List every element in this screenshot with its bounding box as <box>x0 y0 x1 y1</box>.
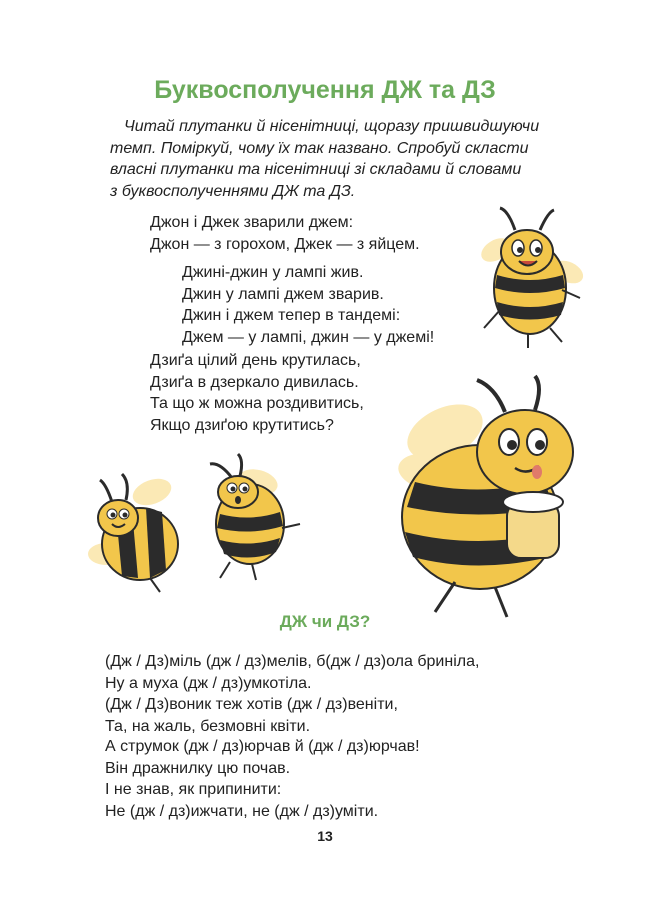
page-title: Буквосполучення ДЖ та ДЗ <box>154 76 496 104</box>
verse-line: Джин у лампі джем зварив. <box>182 285 384 303</box>
bee-illustration-top <box>470 200 590 350</box>
exercise-stanza-1 <box>105 651 479 737</box>
instructions-line: темп. Поміркуй, чому їх так названо. Спробуй скласти <box>110 139 529 157</box>
instructions-line: з буквосполученнями ДЖ та ДЗ. <box>110 182 356 200</box>
bee-illustration-honey <box>385 372 595 622</box>
verse-djin <box>182 262 434 348</box>
verse-line: Дзиґа цілий день крутилась, <box>150 352 361 369</box>
verse-line: Джон — з горохом, Джек — з яйцем. <box>150 235 420 253</box>
exercise-stanza-2 <box>105 736 420 822</box>
verse-line: Джон і Джек зварили джем: <box>150 214 354 231</box>
verse-line: Джин і джем тепер в тандемі: <box>182 307 401 324</box>
verse-line: Джем — у лампі, джин — у джемі! <box>182 328 435 346</box>
exercise-line: А струмок (дж / дз)юрчав й (дж / дз)юрчав! <box>105 738 420 755</box>
exercise-line: Він дражнилку цю почав. <box>105 759 291 777</box>
verse-jon-jack <box>150 212 420 255</box>
verse-line: Якщо дзиґою крутитись? <box>150 416 334 434</box>
instructions <box>110 116 560 202</box>
verse-line: Та що ж можна роздивитись, <box>150 395 364 412</box>
page-number: 13 <box>317 828 333 844</box>
instructions-line: Читай плутанки й нісенітниці, щоразу пришвидшуючи <box>124 118 540 135</box>
exercise-line: (Дж / Дз)міль (дж / дз)мелів, б(дж / дз)ола бриніла, <box>105 653 480 670</box>
verse-dzyga <box>150 350 364 436</box>
verse-line: Дзиґа в дзеркало дивилась. <box>150 373 359 391</box>
section-title: ДЖ чи ДЗ? <box>279 612 371 631</box>
verse-line: Джині-джин у лампі жив. <box>182 264 364 281</box>
exercise-line: Ну а муха (дж / дз)умкотіла. <box>105 674 312 692</box>
instructions-line: власні плутанки та нісенітниці зі складами й словами <box>110 161 522 178</box>
exercise-line: І не знав, як припинити: <box>105 781 282 798</box>
exercise-line: (Дж / Дз)воник теж хотів (дж / дз)веніти, <box>105 696 398 713</box>
bee-illustration-pair <box>80 452 310 602</box>
exercise-line: Та, на жаль, безмовні квіти. <box>105 717 311 735</box>
exercise-line: Не (дж / дз)ижчати, не (дж / дз)уміти. <box>105 802 379 820</box>
